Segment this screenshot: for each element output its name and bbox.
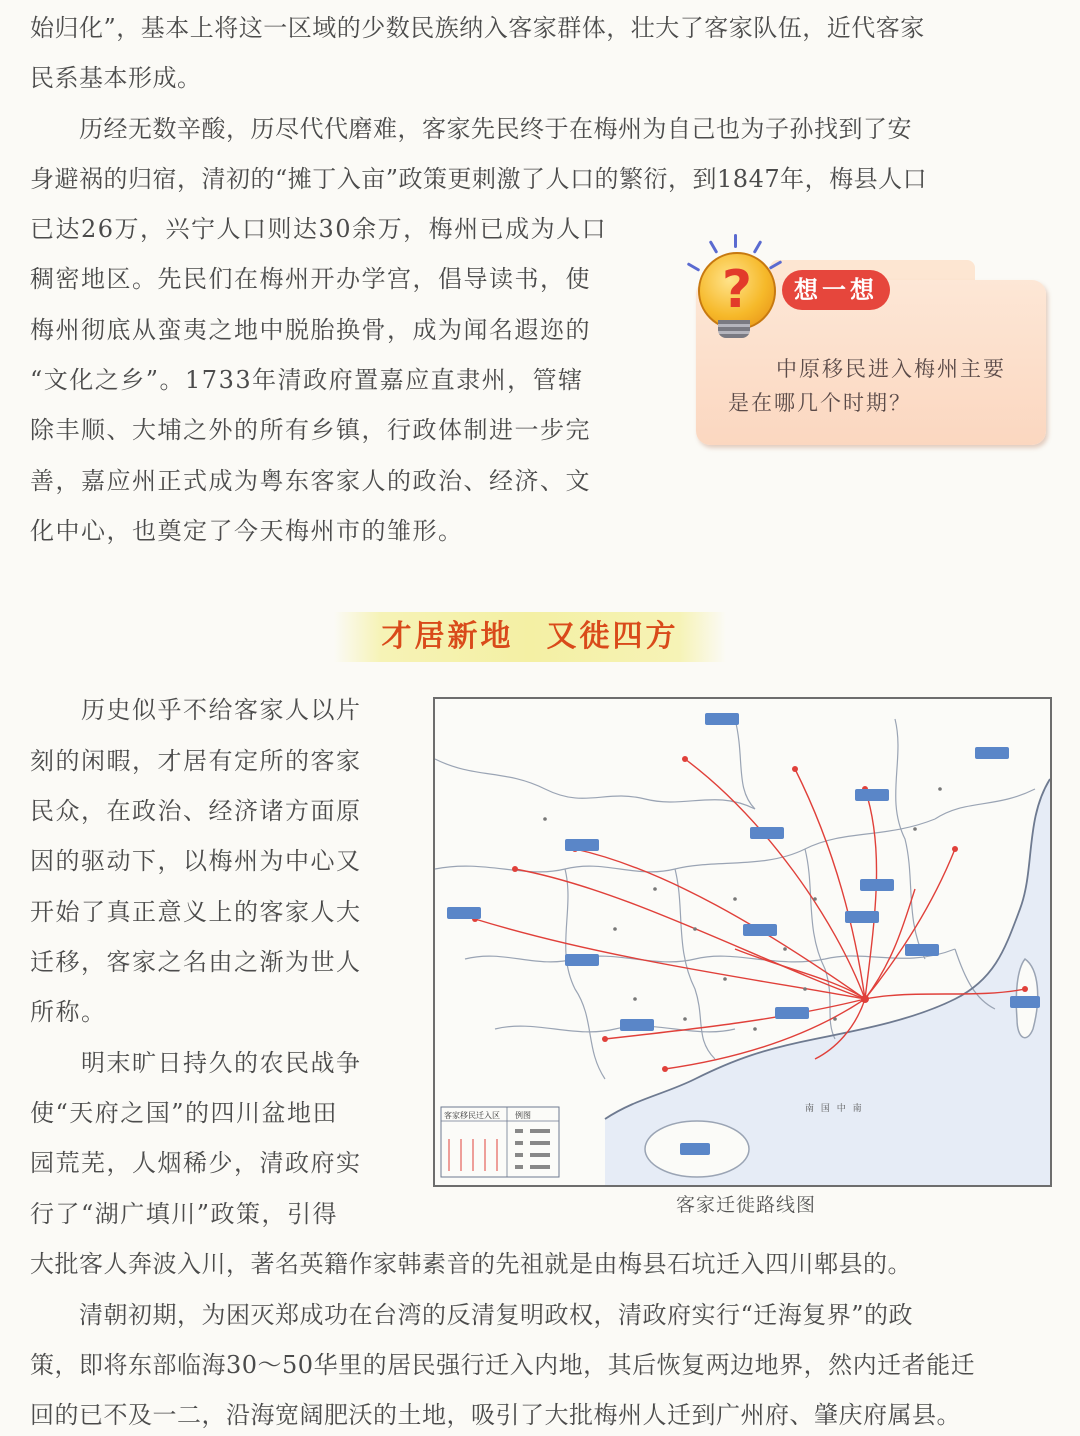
map-caption: 客家迁徙路线图 [676, 1194, 817, 1216]
text-line: 历经无数辛酸，历尽代代磨难，客家先民终于在梅州为自己也为子孙找到了安 [30, 115, 912, 143]
text-line: 梅州彻底从蛮夷之地中脱胎换骨，成为闻名遐迩的 [30, 316, 591, 344]
text-line: 迁移，客家之名由之渐为世人 [30, 948, 362, 976]
text-line: 策，即将东部临海30～50华里的居民强行迁入内地，其后恢复两边地界，然内迁者能迁 [30, 1351, 976, 1379]
think-box [690, 240, 1050, 450]
text-line: 始归化”，基本上将这一区域的少数民族纳入客家群体，壮大了客家队伍，近代客家 [30, 14, 925, 42]
light-ray [687, 262, 701, 272]
text-line: 行了“湖广填川”政策，引得 [30, 1200, 339, 1228]
think-question-line: 是在哪几个时期？ [728, 391, 912, 415]
text-line: 回的已不及一二，沿海宽阔肥沃的土地，吸引了大批梅州人迁到广州府、肇庆府属县。 [30, 1401, 961, 1429]
map-graphic [435, 699, 1050, 1185]
text-line: 开始了真正意义上的客家人大 [30, 898, 362, 926]
text-line: 除丰顺、大埔之外的所有乡镇，行政体制进一步完 [30, 416, 591, 444]
bulb-base [718, 320, 750, 338]
text-line: “文化之乡”。1733年清政府置嘉应直隶州，管辖 [30, 366, 584, 394]
text-line: 已达26万，兴宁人口则达30余万，梅州已成为人口 [30, 215, 608, 243]
think-label: 想一想 [782, 270, 890, 310]
text-line: 历史似乎不给客家人以片 [30, 696, 362, 724]
text-line: 因的驱动下，以梅州为中心又 [30, 847, 362, 875]
text-line: 园荒芜，人烟稀少，清政府实 [30, 1149, 362, 1177]
light-ray [734, 234, 737, 248]
text-line: 清朝初期，为困灭郑成功在台湾的反清复明政权，清政府实行“迁海复界”的政 [30, 1301, 914, 1329]
think-question-line: 中原移民进入梅州主要 [776, 357, 1006, 381]
lightbulb-question-icon: ? [698, 252, 776, 330]
think-question [728, 352, 1006, 420]
text-line: 刻的闲暇，才居有定所的客家 [30, 747, 362, 775]
legend-label: 例图 [515, 1111, 531, 1120]
text-line: 明末旷日持久的农民战争 [30, 1049, 362, 1077]
text-line: 民系基本形成。 [30, 64, 202, 92]
legend-title: 客家移民迁入区 [444, 1111, 500, 1120]
light-ray [753, 240, 763, 254]
text-line: 稠密地区。先民们在梅州开办学宫，倡导读书，使 [30, 265, 591, 293]
text-line: 使“天府之国”的四川盆地田 [30, 1099, 339, 1127]
text-line: 化中心，也奠定了今天梅州市的雏形。 [30, 517, 464, 545]
light-ray [709, 240, 719, 254]
text-line: 大批客人奔波入川，著名英籍作家韩素音的先祖就是由梅县石坑迁入四川郫县的。 [30, 1250, 912, 1278]
migration-map [433, 697, 1052, 1187]
text-line: 所称。 [30, 998, 107, 1026]
text-line: 善，嘉应州正式成为粤东客家人的政治、经济、文 [30, 467, 591, 495]
section-title: 才居新地 又徙四方 [334, 612, 726, 662]
text-line: 身避祸的归宿，清初的“摊丁入亩”政策更刺激了人口的繁衍，到1847年，梅县人口 [30, 165, 928, 193]
sea-label: 南 国 中 南 [805, 1104, 864, 1114]
text-line: 民众，在政治、经济诸方面原 [30, 797, 362, 825]
